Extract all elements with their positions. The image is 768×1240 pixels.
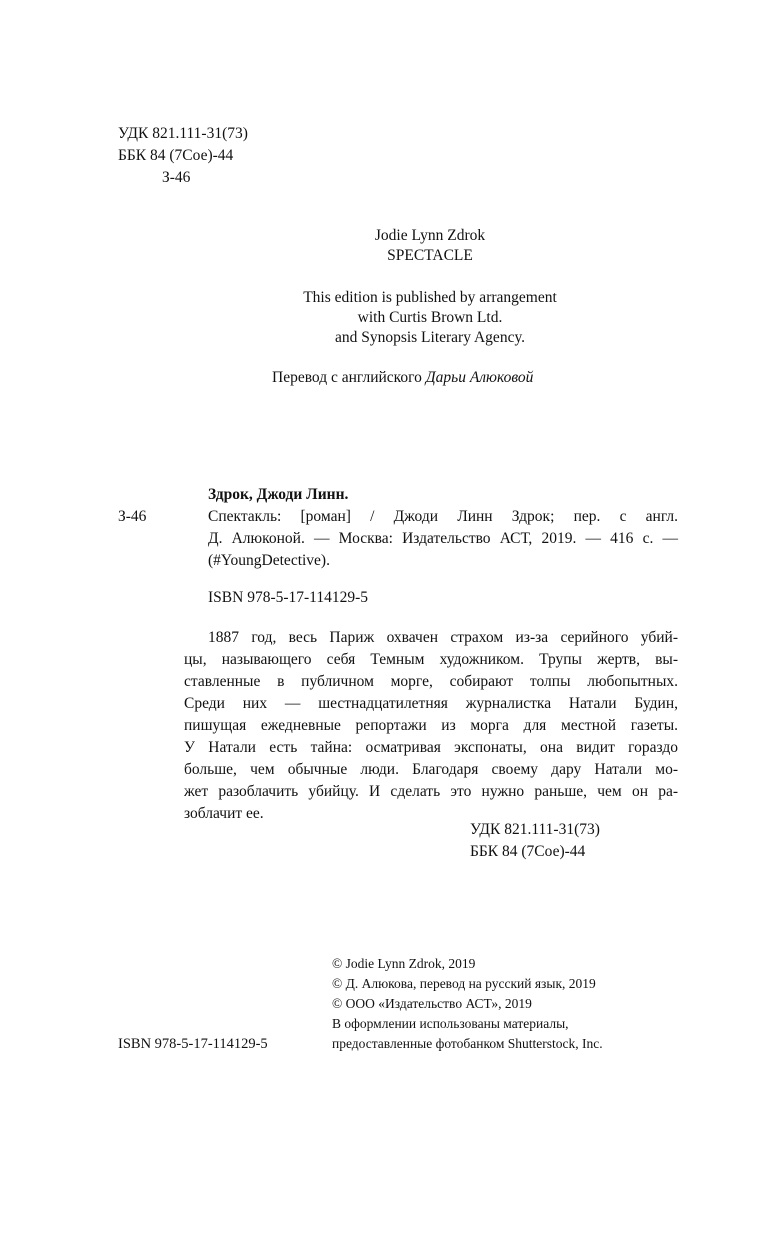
copyright-line: © Д. Алюкова, перевод на русский язык, 2019 [332,976,596,991]
bibliographic-description-line: (#YoungDetective). [208,552,330,569]
bibliographic-description-line: Д. Алюконой. — Москва: Издательство АСТ, 2019. — 416 с. — [208,530,678,547]
udk-code-top: УДК 821.111-31(73) [118,125,248,142]
arrangement-line: and Synopsis Literary Agency. [334,329,526,346]
udk-code-bottom: УДК 821.111-31(73) [470,821,600,838]
annotation-line: 1887 год, весь Париж охвачен страхом из-за серийного убий- [208,629,678,646]
author-mark-top: З-46 [162,169,191,186]
annotation-line: У Натали есть тайна: осматривая экспонаты, она видит гораздо [184,739,678,756]
annotation-line: цы, называющего себя Темным художником. Трупы жертв, вы- [184,651,678,668]
annotation-line: пишущая ежедневные репортажи из морга для местной газеты. [184,717,678,734]
translation-prefix: Перевод с английского [272,369,422,386]
annotation-line: жет разоблачить убийцу. И сделать это нужно раньше, чем он ра- [184,783,678,800]
translator-name: Дарьи Алюковой [425,369,534,386]
bbk-code-bottom: ББК 84 (7Сое)-44 [470,843,586,860]
translation-credit [272,368,533,388]
annotation-line: ставленные в публичном морге, собирают толпы любопытных. [184,673,678,690]
author-mark-record: З-46 [118,508,147,525]
isbn-record: ISBN 978-5-17-114129-5 [208,589,369,606]
arrangement-line: This edition is published by arrangement [303,289,557,306]
image-credit-line: В оформлении использованы материалы, [332,1016,569,1031]
isbn-bottom: ISBN 978-5-17-114129-5 [118,1036,268,1052]
annotation-line: больше, чем обычные люди. Благодаря своему дару Натали мо- [184,761,678,778]
copyright-line: © Jodie Lynn Zdrok, 2019 [332,956,476,971]
bibliographic-heading: Здрок, Джоди Линн. [208,486,349,503]
annotation-line: Среди них — шестнадцатилетняя журналистка Натали Будин, [184,695,678,712]
bibliographic-description-line: Спектакль: [роман] / Джоди Линн Здрок; пер. с англ. [208,508,678,525]
copyright-line: © ООО «Издательство АСТ», 2019 [332,996,532,1011]
annotation-line: зоблачит ее. [184,805,264,822]
original-title: SPECTACLE [387,247,473,264]
bbk-code-top: ББК 84 (7Сое)-44 [118,147,234,164]
image-credit-line: предоставленные фотобанком Shutterstock, Inc. [332,1036,603,1051]
original-author: Jodie Lynn Zdrok [374,227,486,244]
arrangement-line: with Curtis Brown Ltd. [357,309,503,326]
